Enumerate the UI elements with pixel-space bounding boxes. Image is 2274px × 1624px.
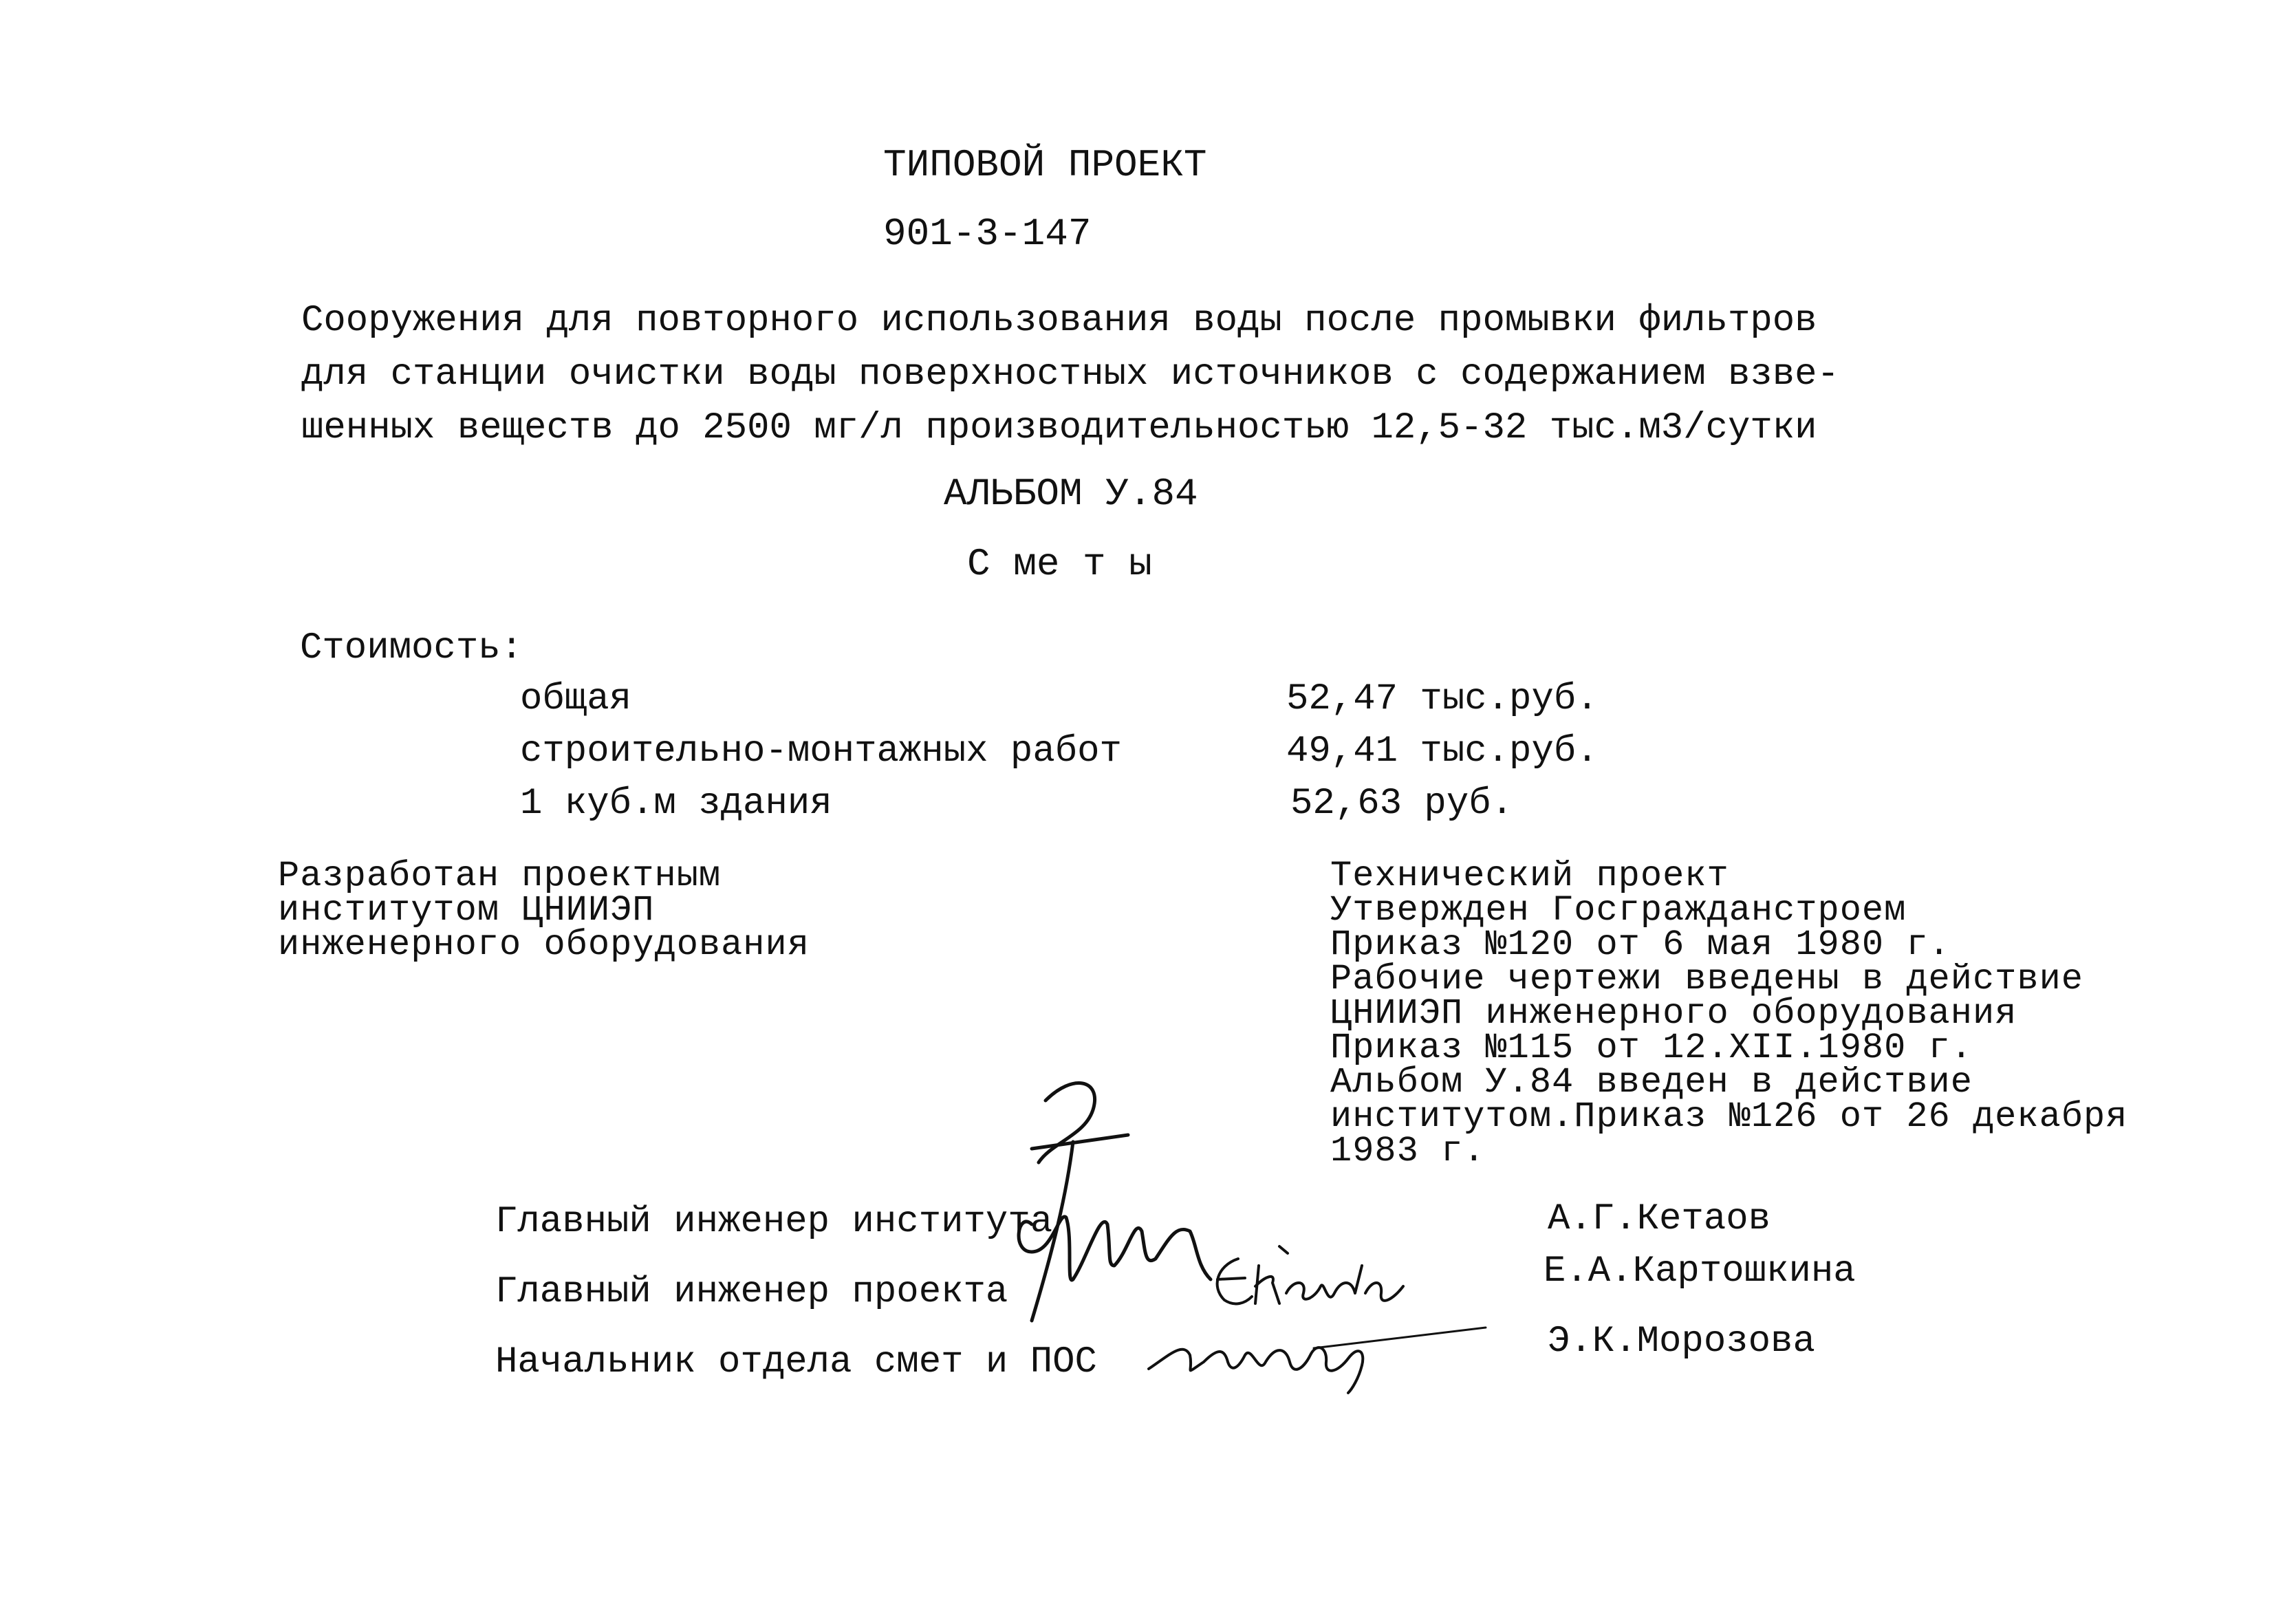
cost-label: строительно-монтажных работ: [520, 730, 1122, 772]
cost-value: 49,41 тыс.руб.: [1286, 730, 1599, 772]
approval-line: Утвержден Госгражданстроем: [1330, 890, 1907, 931]
album-title: АЛЬБОМ У.84: [944, 472, 1198, 516]
signature-head-estimates-department: [1142, 1307, 1499, 1396]
signatory-position: Главный инженер проекта: [495, 1271, 1008, 1313]
description-line: Сооружения для повторного использования воды после промывки фильтров: [301, 300, 1817, 342]
cost-label: 1 куб.м здания: [520, 783, 832, 825]
cost-value: 52,47 тыс.руб.: [1286, 678, 1599, 720]
project-code: 901-3-147: [883, 212, 1092, 256]
signatory-position: Главный инженер института: [495, 1201, 1053, 1243]
approval-line: ЦНИИЭП инженерного оборудования: [1330, 993, 2017, 1034]
signatory-name: Е.А.Картошкина: [1544, 1251, 1856, 1292]
description-line: для станции очистки воды поверхностных источников с содержанием взве-: [301, 354, 1839, 396]
approval-line: Альбом У.84 введен в действие: [1330, 1062, 1973, 1103]
signatory-position: Начальник отдела смет и ПОС: [495, 1341, 1097, 1383]
signatory-name: Э.К.Морозова: [1548, 1321, 1815, 1363]
approval-line: Приказ №120 от 6 мая 1980 г.: [1330, 924, 1951, 965]
description-line: шенных веществ до 2500 мг/л производительностью 12,5-32 тыс.м3/сутки: [301, 407, 1817, 449]
approval-line: 1983 г.: [1330, 1131, 1486, 1171]
signatory-name: А.Г.Кетаов: [1548, 1198, 1771, 1240]
developer-line: Разработан проектным: [278, 856, 722, 896]
album-subtitle: С ме т ы: [967, 542, 1152, 586]
approval-line: Приказ №115 от 12.XII.1980 г.: [1330, 1028, 1973, 1068]
cost-heading: Стоимость:: [300, 627, 523, 669]
cost-label: общая: [520, 678, 632, 720]
approval-line: Рабочие чертежи введены в действие: [1330, 959, 2083, 999]
approval-line: Технический проект: [1330, 856, 1729, 896]
developer-line: инженерного оборудования: [278, 924, 810, 965]
approval-line: институтом.Приказ №126 от 26 декабря: [1330, 1096, 2128, 1137]
developer-line: институтом ЦНИИЭП: [278, 890, 655, 931]
cost-value: 52,63 руб.: [1290, 783, 1514, 825]
document-type-title: ТИПОВОЙ ПРОЕКТ: [883, 143, 1207, 187]
